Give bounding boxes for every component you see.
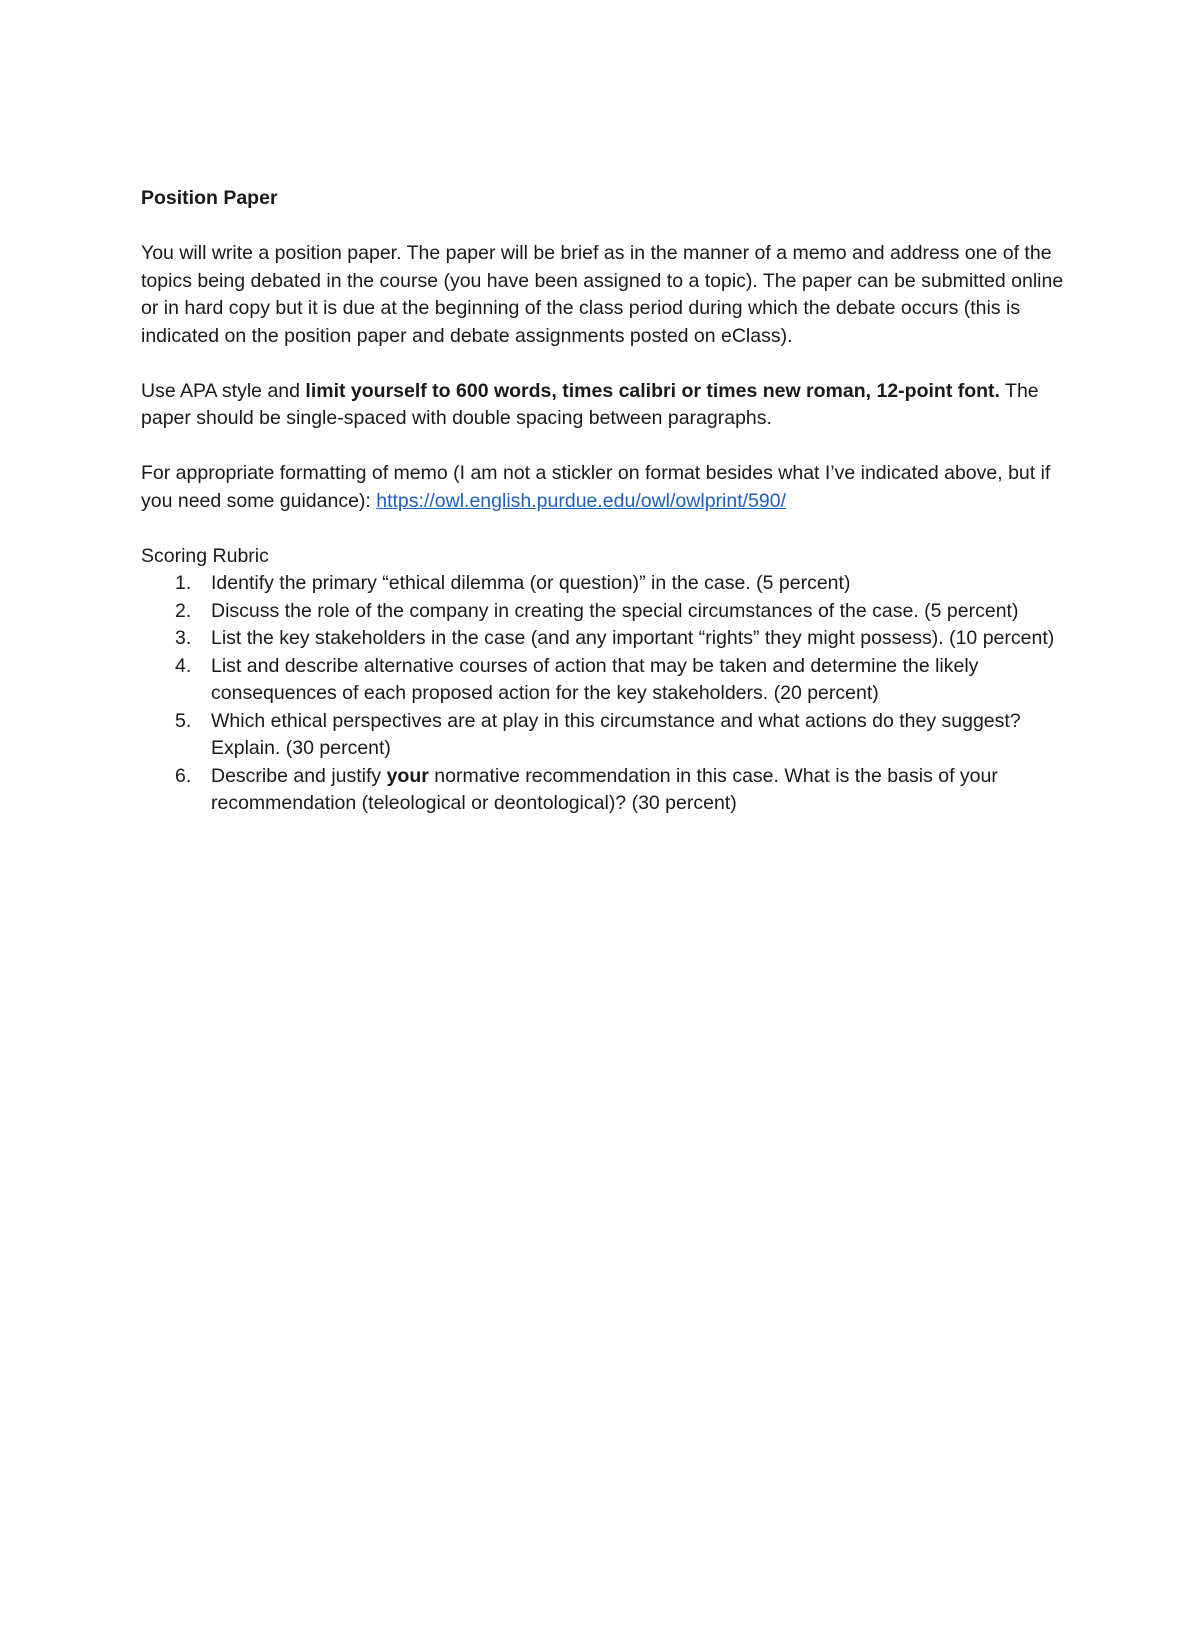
style-prefix: Use APA style and [141, 379, 306, 402]
rubric-item-number: 6. [175, 764, 192, 787]
rubric-item-number: 3. [175, 627, 192, 649]
rubric-item [141, 625, 1071, 653]
rubric-heading: Scoring Rubric [141, 544, 269, 567]
intro-paragraph: You will write a position paper. The paper will be brief as in the manner of a memo and address one of the topics being debated in the course (you have been assigned to a topic). The paper can be submitted online or in hard copy but it is due at the beginning of the class period during which the debate occurs (this is indicated on the position paper and debate assignments posted on eClass). [141, 242, 1064, 347]
rubric-item-text: Identify the primary “ethical dilemma (or question)” in the case. (5 percent) [211, 572, 851, 594]
rubric-item-text-bold: your [386, 764, 429, 787]
format-text: For appropriate formatting of memo (I am not a stickler on format besides what I’ve indicated above, but if you need some guidance): [141, 462, 1051, 512]
format-paragraph [141, 460, 1071, 515]
document-title: Position Paper [141, 187, 278, 209]
rubric-item [141, 570, 1071, 598]
style-paragraph [141, 378, 1071, 433]
rubric-item-number: 5. [175, 709, 192, 732]
rubric-item-text-post: normative recommendation in this case. What is the basis of your recommendation (teleological or deontological)? (30 percent) [211, 764, 998, 814]
rubric-item [141, 708, 1071, 763]
style-suffix: The paper should be single-spaced with double spacing between paragraphs. [141, 379, 1039, 429]
rubric-item-text: Which ethical perspectives are at play in this circumstance and what actions do they suggest? Explain. (30 percent) [211, 709, 1021, 759]
rubric-item-text-pre: Describe and justify [211, 764, 387, 787]
rubric-item [141, 763, 1071, 818]
rubric-item-text: List and describe alternative courses of action that may be taken and determine the likely consequences of each proposed action for the key stakeholders. (20 percent) [211, 654, 979, 704]
rubric-item-text: Discuss the role of the company in creating the special circumstances of the case. (5 percent) [211, 599, 1019, 622]
rubric-item-number: 2. [175, 599, 192, 622]
owl-purdue-link[interactable]: https://owl.english.purdue.edu/owl/owlprint/590/ [376, 489, 786, 512]
rubric-item-number: 1. [175, 572, 192, 594]
rubric-item [141, 598, 1071, 626]
document-page [141, 185, 1071, 818]
rubric-item-text: List the key stakeholders in the case (and any important “rights” they might possess). (10 percent) [211, 627, 1055, 649]
style-requirements: limit yourself to 600 words, times calibri or times new roman, 12-point font. [305, 379, 1000, 402]
rubric-list [141, 570, 1071, 818]
rubric-item [141, 653, 1071, 708]
rubric-item-number: 4. [175, 654, 192, 677]
